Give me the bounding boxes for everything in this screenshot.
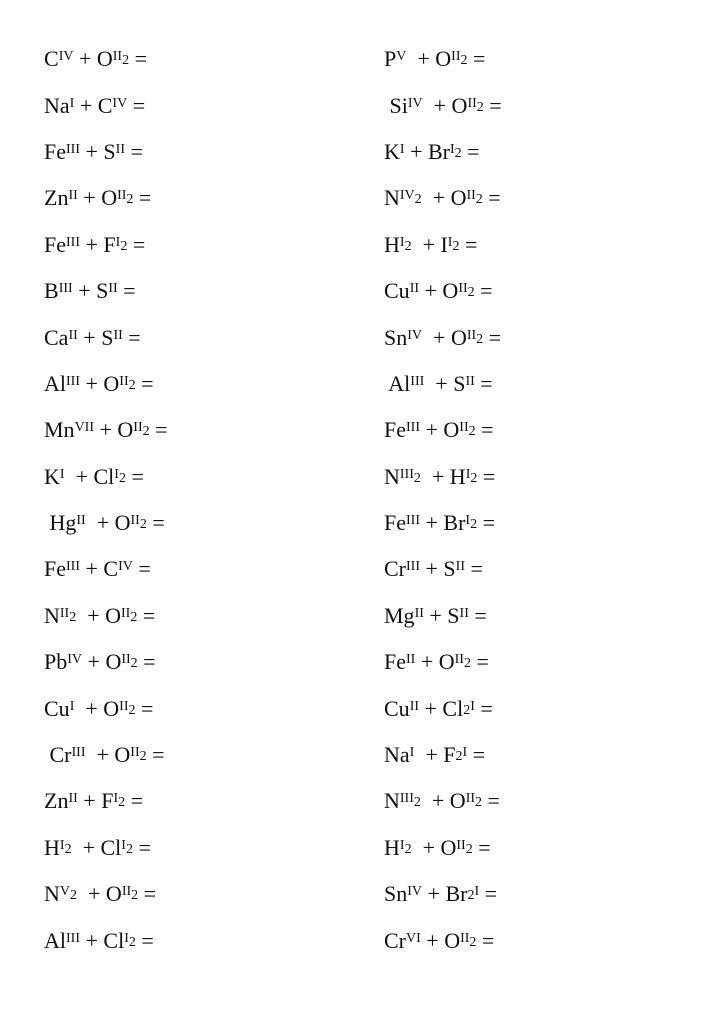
equation-text: Cu [44, 695, 70, 721]
equation-row: Al $^{III}$ + Cl $^I$ $_2$ = [44, 927, 154, 953]
equation-text: = [479, 881, 498, 907]
equation-text: = [482, 788, 500, 814]
equation-text: Pb [44, 649, 68, 675]
equation-text: = [464, 556, 483, 582]
equation-text: N [384, 463, 400, 489]
equation-text: = [138, 881, 157, 907]
equation-row: N $^{III}$ $_2$ + H $^I$ $_2$ = [384, 463, 496, 489]
equation-row: P $^V$ + O $^{II}$ $_2$ = [384, 46, 486, 72]
equation-text: = [127, 92, 146, 118]
equation-row: Na $^I$ + F $_2$ $^I$ = [384, 742, 486, 768]
equation-text: = [483, 92, 502, 118]
equation-text: + Cl [80, 927, 125, 953]
equation-text: + O [415, 649, 455, 675]
equation-text: = [149, 417, 168, 443]
equation-text: + O [77, 881, 122, 907]
equation-text: + I [411, 231, 448, 257]
equation-text: Mg [384, 602, 415, 628]
equation-text: N [384, 788, 400, 814]
equation-text: = [467, 742, 486, 768]
equation-text: + O [411, 834, 457, 860]
equation-text: Mn [44, 417, 75, 443]
equation-text: H [44, 834, 60, 860]
equation-text: Sn [384, 881, 408, 907]
equation-row: H $^I$ $_2$ + O $^{II}$ $_2$ = [384, 834, 491, 860]
equation-text: = [117, 278, 136, 304]
equation-text: + C [80, 556, 119, 582]
equation-text: = [122, 324, 141, 350]
equation-text: + O [77, 185, 118, 211]
equation-row: K $^I$ + Cl $^I$ $_2$ = [44, 463, 144, 489]
equation-text: + Br [420, 510, 466, 536]
equation-text: Fe [44, 231, 66, 257]
equation-text: Fe [384, 417, 406, 443]
equation-text: Al [44, 370, 66, 396]
equation-text: Al [44, 927, 66, 953]
equation-text: Cr [384, 556, 406, 582]
equation-text: = [133, 185, 152, 211]
equation-row: Fe $^{III}$ + Br $^I$ $_2$ = [384, 510, 496, 536]
equation-text: + H [420, 463, 466, 489]
equation-text: = [474, 695, 493, 721]
equation-text: = [146, 742, 165, 768]
equation-text: + O [80, 370, 120, 396]
equation-text: Cr [384, 927, 406, 953]
equation-text: = [461, 138, 480, 164]
equation-text: K [44, 463, 60, 489]
equation-text: + Cl [419, 695, 464, 721]
equation-text: = [474, 370, 493, 396]
equation-text: + S [424, 370, 466, 396]
equation-text: = [482, 185, 501, 211]
equation-row: Cu $^I$ + O $^{II}$ $_2$ = [44, 695, 154, 721]
equation-text: + C [74, 92, 113, 118]
equation-text: = [125, 463, 144, 489]
equation-text: + O [94, 417, 134, 443]
equation-text: + O [82, 649, 122, 675]
equation-text: = [474, 278, 493, 304]
equation-text: = [135, 695, 154, 721]
equation-text: + O [420, 788, 466, 814]
equation-text: + O [74, 695, 120, 721]
equation-text: + O [420, 417, 460, 443]
equation-text: H [384, 834, 400, 860]
equation-text: = [472, 834, 491, 860]
equation-row: N $^{III}$ $_2$ + O $^{II}$ $_2$ = [384, 788, 500, 814]
equation-text: = [124, 138, 143, 164]
equation-text: + S [72, 278, 109, 304]
right-equation-column [384, 36, 704, 964]
equation-row: K $^I$ + Br $^I$ $_2$ = [384, 138, 480, 164]
equation-row: Cu $^{II}$ + Cl $_2$ $^I$ = [384, 695, 493, 721]
equation-text: = [476, 927, 495, 953]
equation-text: = [135, 927, 154, 953]
equation-text: Sn [384, 324, 408, 350]
equation-text: H [384, 231, 400, 257]
equation-text: = [132, 834, 151, 860]
equation-text: = [125, 788, 144, 814]
equation-text: Fe [384, 649, 406, 675]
equation-row: Pb $^{IV}$ + O $^{II}$ $_2$ = [44, 649, 156, 675]
equation-text: Na [44, 92, 70, 118]
equation-row: Zn $^{II}$ + F $^I$ $_2$ = [44, 788, 144, 814]
equation-text: Cu [384, 278, 410, 304]
equation-text: + S [80, 138, 116, 164]
equation-text: = [137, 649, 156, 675]
equation-text: + F [80, 231, 116, 257]
equation-text: = [475, 417, 494, 443]
equation-text: + S [77, 324, 114, 350]
equation-text: = [127, 231, 146, 257]
equation-text: + O [422, 92, 468, 118]
equation-text: Cu [384, 695, 410, 721]
equation-text: + Br [404, 138, 450, 164]
equation-row: Ca $^{II}$ + S $^{II}$ = [44, 324, 141, 350]
equation-row: Na $^I$ + C $^{IV}$ = [44, 92, 146, 118]
equation-text: + O [73, 46, 113, 72]
equation-text: = [135, 370, 154, 396]
equation-row: Al $^{III}$ + S $^{II}$ = [384, 370, 493, 396]
equation-text: Fe [384, 510, 406, 536]
equation-row: Al $^{III}$ + O $^{II}$ $_2$ = [44, 370, 154, 396]
equation-row: Mn $^{VII}$ + O $^{II}$ $_2$ = [44, 417, 168, 443]
equation-text: + Cl [64, 463, 115, 489]
equation-text: = [468, 602, 487, 628]
equation-text: = [483, 324, 502, 350]
equation-row: N $^{II}$ $_2$ + O $^{II}$ $_2$ = [44, 602, 156, 628]
equation-text: + O [406, 46, 452, 72]
equation-row: Sn $^{IV}$ + Br $_2$ $^I$ = [384, 881, 498, 907]
equation-text: = [146, 510, 165, 536]
equation-row: H $^I$ $_2$ + Cl $^I$ $_2$ = [44, 834, 151, 860]
equation-text: = [477, 510, 496, 536]
equation-row: N $^{IV}$ $_2$ + O $^{II}$ $_2$ = [384, 185, 501, 211]
equation-row: N $^V$ $_2$ + O $^{II}$ $_2$ = [44, 881, 157, 907]
equation-text: = [129, 46, 148, 72]
equation-row: Zn $^{II}$ + O $^{II}$ $_2$ = [44, 185, 152, 211]
equation-text: Fe [44, 138, 66, 164]
equation-text: = [459, 231, 478, 257]
equation-row: Sn $^{IV}$ + O $^{II}$ $_2$ = [384, 324, 502, 350]
equation-text: N [44, 602, 60, 628]
equation-text: Cr [44, 742, 72, 768]
equation-text: Al [384, 370, 411, 396]
equation-text: Zn [44, 788, 69, 814]
equation-text: Hg [44, 510, 77, 536]
equation-text: N [44, 881, 60, 907]
equation-row: Cr $^{III}$ + O $^{II}$ $_2$ = [44, 742, 165, 768]
equation-row: Si $^{IV}$ + O $^{II}$ $_2$ = [384, 92, 502, 118]
equation-text: B [44, 278, 59, 304]
equation-text: + Cl [71, 834, 122, 860]
equation-text: + O [421, 185, 467, 211]
equation-text: + S [423, 602, 460, 628]
equation-text: + O [419, 278, 459, 304]
equation-text: + O [420, 927, 461, 953]
equation-text: K [384, 138, 400, 164]
equation-text: + O [85, 742, 131, 768]
equation-text: + Br [422, 881, 468, 907]
equation-text: P [384, 46, 397, 72]
equation-row: B $^{III}$ + S $^{II}$ = [44, 278, 136, 304]
equation-row: Fe $^{III}$ + F $^I$ $_2$ = [44, 231, 146, 257]
equation-text: C [44, 46, 59, 72]
equation-text: + O [76, 602, 122, 628]
equation-text: + O [85, 510, 131, 536]
equation-text: = [467, 46, 486, 72]
equation-text: = [470, 649, 489, 675]
equation-text: Fe [44, 556, 66, 582]
equation-text: + S [420, 556, 456, 582]
equation-text: = [137, 602, 156, 628]
equation-text: + F [77, 788, 114, 814]
equation-text: = [132, 556, 151, 582]
equation-text: Na [384, 742, 410, 768]
left-equation-column [44, 36, 364, 964]
equation-row: Mg $^{II}$ + S $^{II}$ = [384, 602, 487, 628]
equation-row: Fe $^{III}$ + S $^{II}$ = [44, 138, 143, 164]
equation-text: + F [414, 742, 456, 768]
equation-row: Fe $^{II}$ + O $^{II}$ $_2$ = [384, 649, 489, 675]
equation-text: = [477, 463, 496, 489]
equation-text: N [384, 185, 400, 211]
equation-row: Cu $^{II}$ + O $^{II}$ $_2$ = [384, 278, 493, 304]
equation-row: C $^{IV}$ + O $^{II}$ $_2$ = [44, 46, 148, 72]
equation-row: Fe $^{III}$ + O $^{II}$ $_2$ = [384, 417, 494, 443]
equation-text: Ca [44, 324, 69, 350]
equation-row: Hg $^{II}$ + O $^{II}$ $_2$ = [44, 510, 165, 536]
equation-text: Si [384, 92, 408, 118]
equation-row: Fe $^{III}$ + C $^{IV}$ = [44, 556, 151, 582]
equation-row: Cr $^{VI}$ + O $^{II}$ $_2$ = [384, 927, 495, 953]
equation-text: Zn [44, 185, 69, 211]
equation-text: + O [422, 324, 467, 350]
equation-row: Cr $^{III}$ + S $^{II}$ = [384, 556, 483, 582]
equation-row: H $^I$ $_2$ + I $^I$ $_2$ = [384, 231, 478, 257]
